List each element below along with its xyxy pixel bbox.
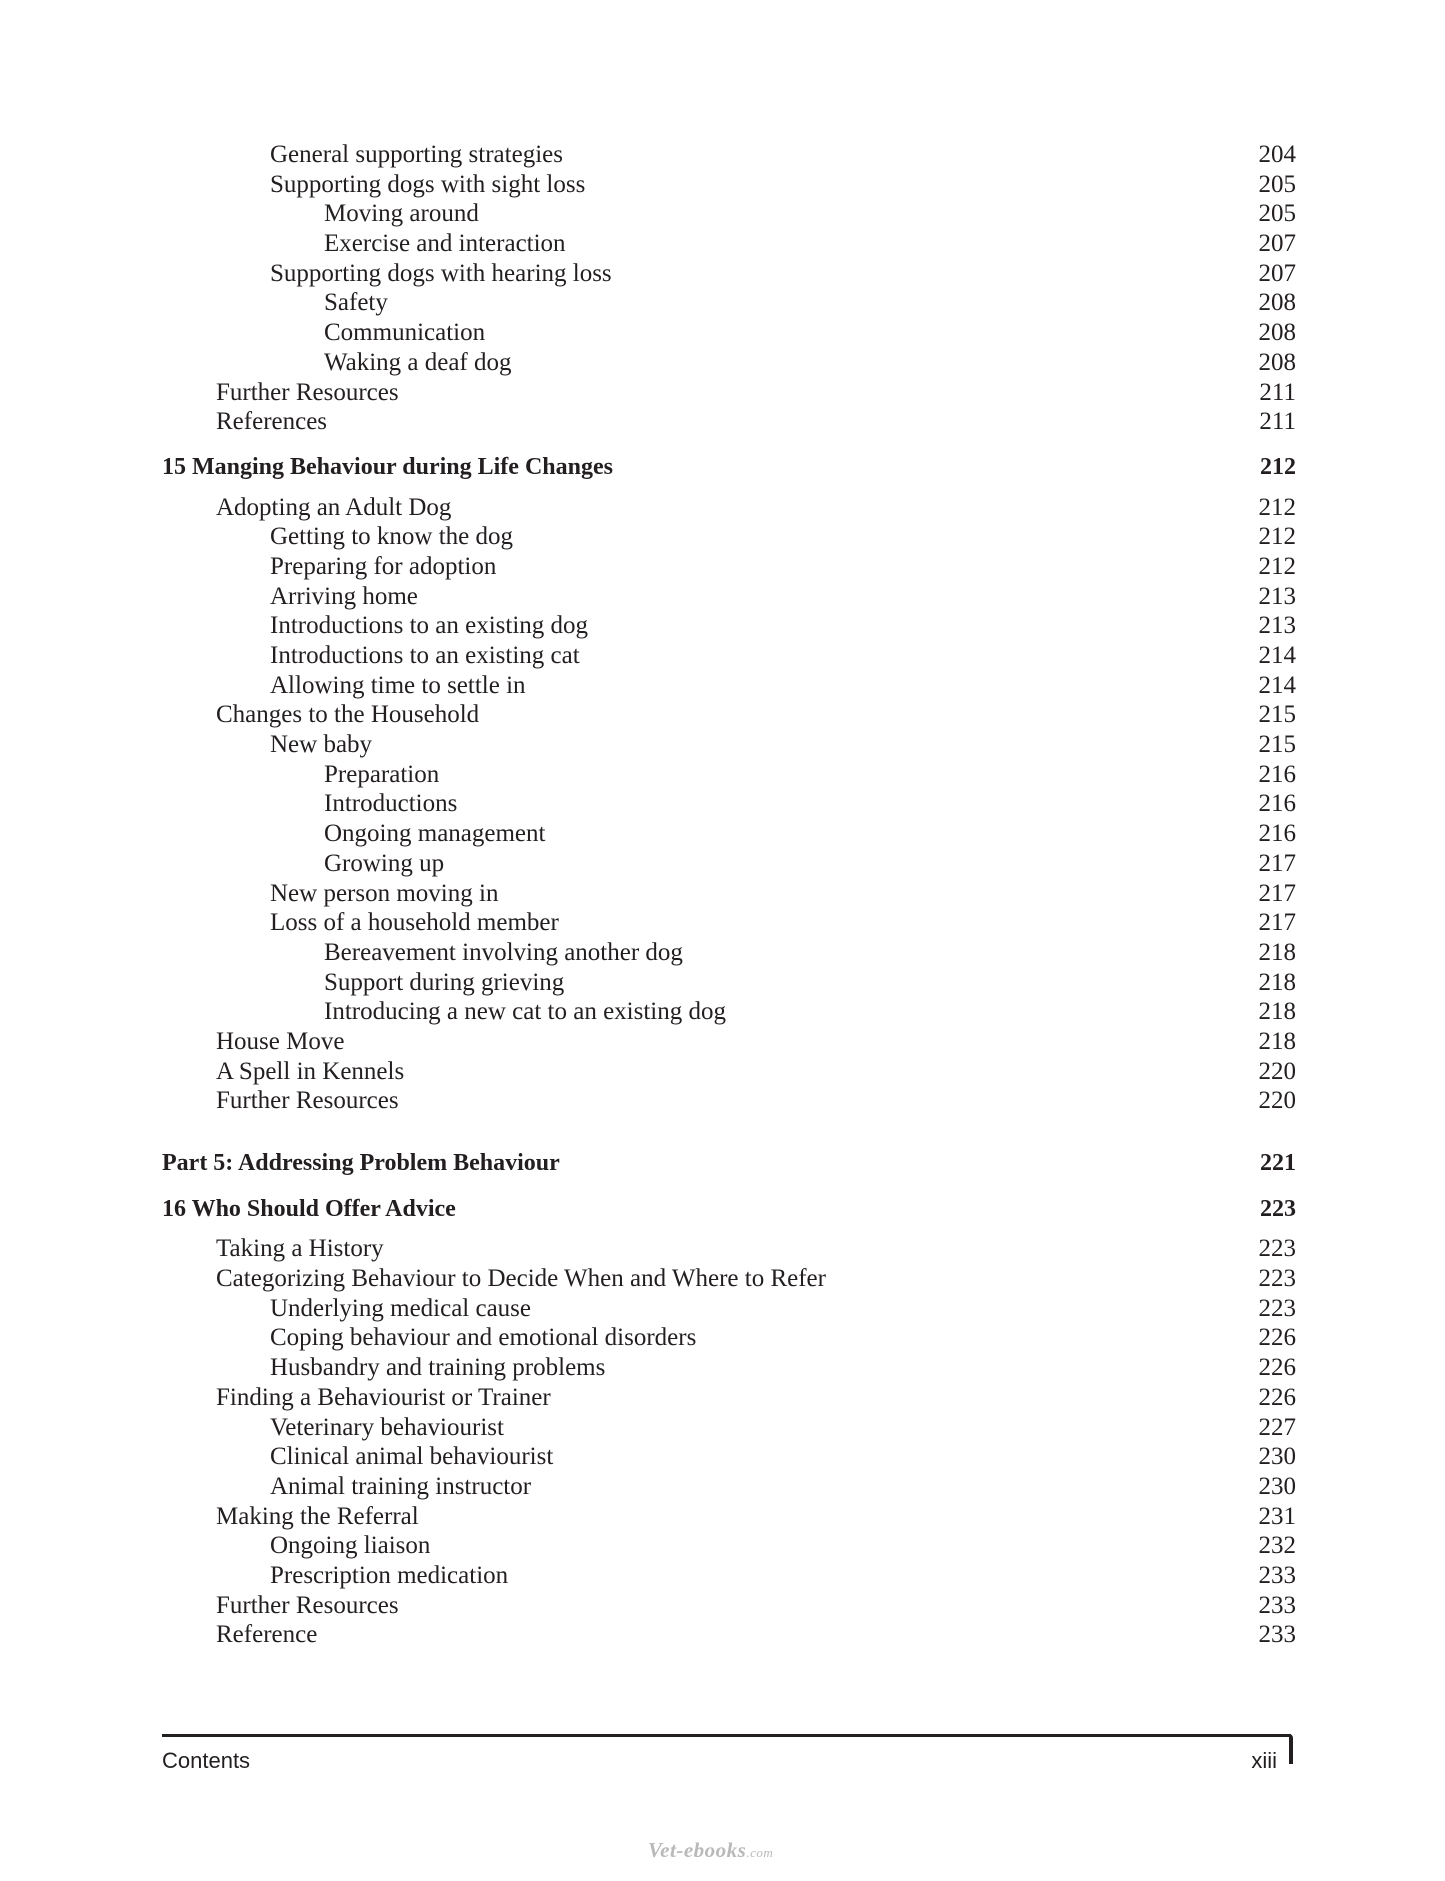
- toc-entry-title: Supporting dogs with hearing loss: [270, 259, 612, 287]
- footer-rule: [162, 1734, 1291, 1737]
- toc-entry-page: 223: [1258, 1265, 1296, 1293]
- toc-entry-title: Moving around: [324, 200, 479, 228]
- toc-entry-title: Reference: [216, 1621, 318, 1649]
- toc-entry-page: 213: [1258, 582, 1296, 610]
- toc-entry-title: Further Resources: [216, 378, 399, 406]
- toc-entry-page: 208: [1258, 348, 1296, 376]
- toc-entry-title: Exercise and interaction: [324, 230, 566, 258]
- toc-entry-page: 216: [1258, 760, 1296, 788]
- toc-entry[interactable]: [162, 1620, 1296, 1650]
- running-footer-title: Contents: [162, 1748, 251, 1773]
- toc-entry-title: Husbandry and training problems: [270, 1354, 606, 1382]
- toc-entry[interactable]: [162, 348, 1296, 378]
- watermark-brand: Vet-ebooks: [648, 1838, 747, 1862]
- toc-chapter-heading[interactable]: [162, 1195, 1296, 1225]
- toc-entry[interactable]: [162, 1591, 1296, 1621]
- toc-entry-page: 216: [1258, 790, 1296, 818]
- toc-entry[interactable]: [162, 493, 1296, 523]
- toc-entry-page: 217: [1258, 849, 1296, 877]
- toc-entry-title: General supporting strategies: [270, 141, 563, 168]
- toc-entry-title: Part 5: Addressing Problem Behaviour: [162, 1150, 560, 1176]
- toc-entry-title: New person moving in: [270, 879, 499, 907]
- toc-entry[interactable]: [162, 730, 1296, 760]
- toc-entry-title: Underlying medical cause: [270, 1294, 532, 1322]
- toc-entry[interactable]: [162, 908, 1296, 938]
- toc-entry[interactable]: [162, 1323, 1296, 1353]
- toc-entry-page: 230: [1258, 1472, 1296, 1500]
- toc-entry[interactable]: [162, 671, 1296, 701]
- toc-entry[interactable]: [162, 879, 1296, 909]
- toc-entry-page: 231: [1258, 1502, 1296, 1530]
- toc-entry-page: 204: [1258, 141, 1296, 168]
- toc-entry-title: Categorizing Behaviour to Decide When and Where to Refer: [216, 1265, 826, 1293]
- toc-entry[interactable]: [162, 611, 1296, 641]
- toc-entry[interactable]: [162, 170, 1296, 200]
- toc-entry-page: 226: [1258, 1383, 1296, 1411]
- toc-entry[interactable]: [162, 1502, 1296, 1532]
- toc-entry[interactable]: [162, 552, 1296, 582]
- toc-entry-page: 218: [1258, 968, 1296, 996]
- toc-entry-title: Introductions to an existing dog: [270, 612, 589, 640]
- toc-entry-title: Support during grieving: [324, 968, 565, 996]
- toc-entry-title: Introductions to an existing cat: [270, 642, 580, 669]
- toc-entry-page: 212: [1258, 523, 1296, 551]
- toc-entry[interactable]: [162, 789, 1296, 819]
- toc-entry-page: 216: [1258, 820, 1296, 848]
- toc-entry[interactable]: [162, 1472, 1296, 1502]
- toc-entry-page: 213: [1258, 612, 1296, 640]
- toc-entry[interactable]: [162, 1057, 1296, 1087]
- toc-entry-title: Introducing a new cat to an existing dog: [324, 998, 726, 1026]
- toc-entry-page: 212: [1258, 493, 1296, 521]
- toc-entry-title: Veterinary behaviourist: [270, 1413, 504, 1441]
- toc-entry[interactable]: [162, 1086, 1296, 1116]
- toc-entry-title: Supporting dogs with sight loss: [270, 170, 586, 198]
- toc-entry[interactable]: [162, 318, 1296, 348]
- toc-entry-page: 207: [1258, 259, 1296, 287]
- toc-entry[interactable]: [162, 522, 1296, 552]
- toc-entry-title: 16 Who Should Offer Advice: [162, 1195, 456, 1222]
- toc-entry-page: 211: [1259, 378, 1296, 406]
- toc-entry-title: Coping behaviour and emotional disorders: [270, 1324, 697, 1352]
- toc-entry[interactable]: [162, 1442, 1296, 1472]
- toc-entry-title: Further Resources: [216, 1087, 399, 1115]
- toc-entry-title: New baby: [270, 731, 373, 759]
- toc-entry-title: References: [216, 408, 328, 436]
- table-of-contents: [162, 140, 1296, 1650]
- toc-entry-title: Ongoing management: [324, 820, 546, 848]
- toc-entry[interactable]: [162, 849, 1296, 879]
- toc-entry[interactable]: [162, 199, 1296, 229]
- toc-entry-title: Bereavement involving another dog: [324, 938, 683, 966]
- toc-entry-page: 212: [1260, 453, 1296, 480]
- toc-entry-title: 15 Manging Behaviour during Life Changes: [162, 453, 613, 480]
- toc-entry[interactable]: [162, 582, 1296, 612]
- toc-entry-title: Changes to the Household: [216, 701, 480, 729]
- toc-entry-title: Finding a Behaviourist or Trainer: [216, 1383, 551, 1411]
- toc-entry[interactable]: [162, 140, 1296, 170]
- toc-entry-page: 208: [1258, 319, 1296, 347]
- toc-entry-title: Clinical animal behaviourist: [270, 1443, 554, 1471]
- toc-entry-page: 220: [1258, 1087, 1296, 1115]
- toc-entry[interactable]: [162, 229, 1296, 259]
- toc-entry-page: 232: [1258, 1532, 1296, 1560]
- toc-entry[interactable]: [162, 1294, 1296, 1324]
- toc-entry-page: 227: [1258, 1413, 1296, 1441]
- page-number: xiii: [1251, 1748, 1277, 1773]
- toc-entry-title: Communication: [324, 319, 486, 347]
- toc-entry-title: Getting to know the dog: [270, 523, 514, 551]
- toc-entry[interactable]: [162, 1531, 1296, 1561]
- toc-entry-page: 217: [1258, 909, 1296, 937]
- toc-entry-page: 212: [1258, 552, 1296, 580]
- toc-entry-title: Loss of a household member: [270, 909, 559, 937]
- watermark-domain: .com: [746, 1845, 774, 1860]
- toc-entry-title: Adopting an Adult Dog: [216, 493, 452, 521]
- toc-entry[interactable]: [162, 760, 1296, 790]
- toc-entry-page: 215: [1258, 701, 1296, 729]
- toc-entry-page: 226: [1258, 1354, 1296, 1382]
- toc-entry-page: 215: [1258, 731, 1296, 759]
- toc-entry-page: 220: [1258, 1057, 1296, 1085]
- toc-entry[interactable]: [162, 1561, 1296, 1591]
- toc-entry-title: Making the Referral: [216, 1502, 419, 1530]
- toc-entry-title: Arriving home: [270, 582, 418, 610]
- toc-entry-page: 233: [1258, 1621, 1296, 1649]
- toc-entry[interactable]: [162, 997, 1296, 1027]
- toc-entry-page: 218: [1258, 998, 1296, 1026]
- toc-entry-title: Growing up: [324, 849, 445, 877]
- toc-entry[interactable]: [162, 1383, 1296, 1413]
- toc-entry-page: 218: [1258, 938, 1296, 966]
- toc-entry[interactable]: [162, 1353, 1296, 1383]
- toc-entry-page: 217: [1258, 879, 1296, 907]
- toc-entry-title: Taking a History: [216, 1235, 384, 1263]
- toc-entry[interactable]: [162, 259, 1296, 289]
- toc-entry-title: Introductions: [324, 790, 458, 818]
- toc-entry-page: 207: [1258, 230, 1296, 258]
- toc-chapter-heading[interactable]: [162, 453, 1296, 483]
- toc-entry-page: 208: [1258, 289, 1296, 317]
- toc-entry[interactable]: [162, 1413, 1296, 1443]
- toc-entry-page: 214: [1258, 671, 1296, 699]
- toc-entry[interactable]: [162, 1027, 1296, 1057]
- toc-entry-page: 223: [1258, 1235, 1296, 1263]
- toc-entry-title: House Move: [216, 1027, 345, 1055]
- toc-entry-title: Preparation: [324, 760, 440, 788]
- toc-entry[interactable]: [162, 938, 1296, 968]
- toc-entry-title: Animal training instructor: [270, 1472, 532, 1500]
- toc-entry-page: 233: [1258, 1591, 1296, 1619]
- toc-entry-page: 230: [1258, 1443, 1296, 1471]
- toc-entry-title: Allowing time to settle in: [270, 671, 526, 699]
- toc-entry-page: 205: [1258, 200, 1296, 228]
- toc-entry-page: 218: [1258, 1027, 1296, 1055]
- toc-entry[interactable]: [162, 378, 1296, 408]
- toc-entry-title: Ongoing liaison: [270, 1532, 431, 1560]
- toc-entry-page: 226: [1258, 1324, 1296, 1352]
- toc-entry-title: Further Resources: [216, 1591, 399, 1619]
- toc-entry[interactable]: [162, 968, 1296, 998]
- toc-entry[interactable]: [162, 700, 1296, 730]
- toc-entry[interactable]: [162, 1264, 1296, 1294]
- toc-entry-title: Preparing for adoption: [270, 552, 497, 580]
- toc-entry-page: 223: [1258, 1294, 1296, 1322]
- toc-entry-title: A Spell in Kennels: [216, 1057, 405, 1085]
- toc-entry-page: 205: [1258, 170, 1296, 198]
- toc-entry-page: 221: [1260, 1150, 1296, 1176]
- toc-entry-page: 223: [1260, 1195, 1296, 1222]
- toc-entry[interactable]: [162, 1234, 1296, 1264]
- toc-entry-page: 233: [1258, 1561, 1296, 1589]
- toc-part-heading[interactable]: [162, 1149, 1296, 1179]
- toc-entry-page: 214: [1258, 642, 1296, 669]
- toc-entry-title: Prescription medication: [270, 1561, 509, 1589]
- footer-corner-mark: [1289, 1734, 1293, 1764]
- toc-entry-title: Safety: [324, 289, 388, 317]
- toc-entry[interactable]: [162, 288, 1296, 318]
- watermark-logo: [648, 1838, 773, 1863]
- toc-entry[interactable]: [162, 819, 1296, 849]
- toc-entry[interactable]: [162, 407, 1296, 437]
- toc-entry[interactable]: [162, 641, 1296, 671]
- toc-entry-page: 211: [1259, 408, 1296, 436]
- toc-entry-title: Waking a deaf dog: [324, 348, 512, 376]
